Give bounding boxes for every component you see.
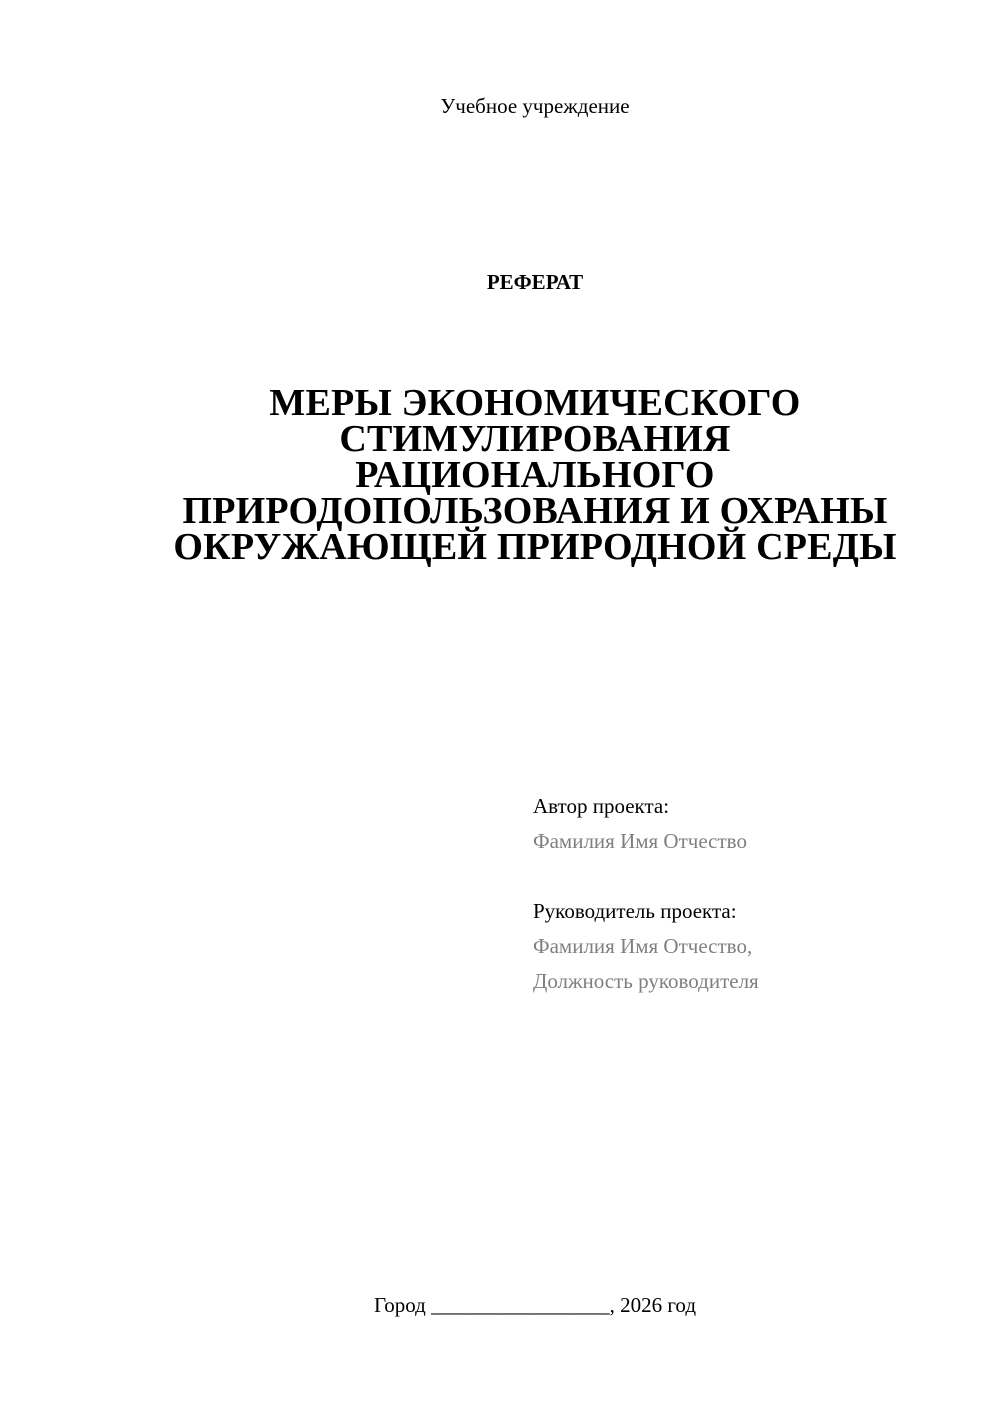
title-line: ПРИРОДОПОЛЬЗОВАНИЯ И ОХРАНЫ bbox=[182, 490, 888, 532]
supervisor-position: Должность руководителя bbox=[533, 969, 759, 993]
title-line: СТИМУЛИРОВАНИЯ bbox=[339, 418, 731, 460]
author-name: Фамилия Имя Отчество bbox=[533, 829, 747, 853]
document-type: РЕФЕРАТ bbox=[486, 270, 584, 294]
spacer bbox=[533, 859, 759, 894]
author-label: Автор проекта: bbox=[533, 794, 670, 818]
city-year-line: Город _________________, 2026 год bbox=[373, 1293, 697, 1317]
title-line: ОКРУЖАЮЩЕЙ ПРИРОДНОЙ СРЕДЫ bbox=[173, 526, 897, 568]
title-line: РАЦИОНАЛЬНОГО bbox=[355, 454, 715, 496]
supervisor-name: Фамилия Имя Отчество, bbox=[533, 934, 753, 958]
institution-name: Учебное учреждение bbox=[440, 94, 630, 118]
title-line: МЕРЫ ЭКОНОМИЧЕСКОГО bbox=[269, 382, 801, 424]
document-title bbox=[150, 382, 920, 568]
project-info bbox=[533, 789, 759, 999]
supervisor-label: Руководитель проекта: bbox=[533, 899, 737, 923]
